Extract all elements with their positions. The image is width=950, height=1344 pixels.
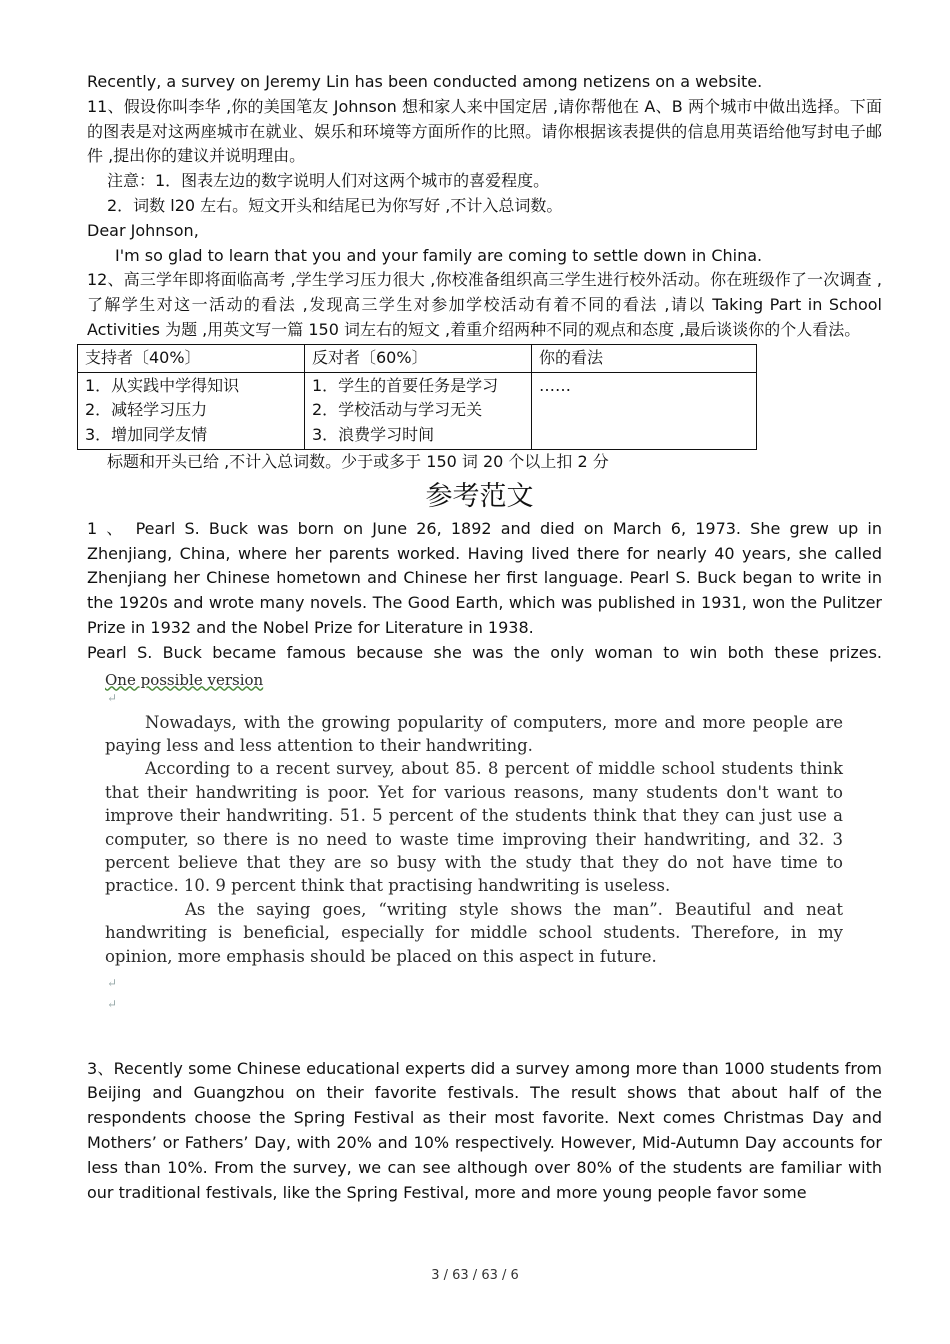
- scanned-sample-essay: [102, 671, 847, 1011]
- letter-opening: I'm so glad to learn that you and your family are coming to settle down in China.: [115, 245, 763, 265]
- supporter-point: 2．减轻学习压力: [85, 400, 208, 420]
- essay-paragraph: According to a recent survey, about 85. 8 percent of middle school students think that their handwriting is poor. Yet for various reasons, many students don't want to improve their handwriting. 51. 5 percent of the students think that they can just use a computer, so there is no need to waste time improving their handwriting, and 32. 3 percent believe that they are so busy with the study that they do not have time to practice. 10. 9 percent think that practising handwriting is useless.: [105, 759, 843, 896]
- essay-title: One possible version: [105, 670, 264, 689]
- answer-3: 3、Recently some Chinese educational experts did a survey among more than 1000 students from Beijing and Guangzhou on their favorite festivals. The result shows that about half of the respondents choose the Spring Festival as their most favorite. Next comes Christmas Day and Mothers’ or Fathers’ Day, with 20% and 10% respectively. However, Mid-Autumn Day accounts for less than 10%. From the survey, we can see although over 80% of the students are familiar with our traditional festivals, like the Spring Festival, more and more young people favor some: [87, 1058, 882, 1202]
- answer-1: 1 、 Pearl S. Buck was born on June 26, 1892 and died on March 6, 1973. She grew up in Zhenjiang, China, where her parents worked. Having lived there for nearly 40 years, she called Zhenjiang her Chinese hometown and Chinese her first language. Pearl S. Buck began to write in the 1920s and wrote many novels. The Good Earth, which was published in 1931, won the Pulitzer Prize in 1932 and the Nobel Prize for Literature in 1938.: [87, 518, 882, 637]
- task-11-note-2: 2．词数 l20 左右。短文开头和结尾已为你写好 ,不计入总词数。: [107, 195, 563, 215]
- paragraph-mark-icon: ↵: [107, 996, 118, 1011]
- letter-greeting: Dear Johnson,: [87, 220, 199, 240]
- opponent-point: 1．学生的首要任务是学习: [312, 375, 499, 395]
- essay-paragraph: As the saying goes, “writing style shows the man”. Beautiful and neat handwriting is beneficial, especially for middle school students. Therefore, in my opinion, more emphasis should be placed on this aspect in future.: [105, 899, 843, 966]
- essay-paragraph: Nowadays, with the growing popularity of computers, more and more people are paying less and less attention to their handwriting.: [105, 712, 843, 755]
- answer-1-conclusion: Pearl S. Buck became famous because she was the only woman to win both these prizes.: [87, 642, 882, 662]
- opinion-table: [77, 344, 757, 450]
- task-11-note-1: 注意：1．图表左边的数字说明人们对这两个城市的喜爱程度。: [107, 171, 550, 191]
- opponents-cell: [305, 372, 532, 449]
- task-11: 11、假设你叫李华 ,你的美国笔友 Johnson 想和家人来中国定居 ,请你帮他在 A、B 两个城市中做出选择。下面的图表是对这两座城市在就业、娱乐和环境等方面所作的比照。请你根据该表提供的信息用英语给他写封电子邮件 ,提出你的建议并说明理由。: [87, 96, 882, 166]
- paragraph-mark-icon: ↵: [107, 690, 118, 705]
- survey-sentence: Recently, a survey on Jeremy Lin has been conducted among netizens on a website.: [87, 72, 763, 91]
- table-header-opponents: 反对者〔60%〕: [305, 344, 532, 372]
- section-heading: 参考范文: [425, 480, 534, 512]
- supporters-cell: [78, 372, 305, 449]
- table-header-supporters: 支持者〔40%〕: [78, 344, 305, 372]
- supporter-point: 1．从实践中学得知识: [85, 375, 240, 395]
- table-note: 标题和开头已给 ,不计入总词数。少于或多于 150 词 20 个以上扣 2 分: [107, 451, 609, 471]
- supporter-point: 3．增加同学友情: [85, 425, 208, 445]
- paragraph-mark-icon: ↵: [107, 975, 118, 990]
- opponent-point: 2．学校活动与学习无关: [312, 400, 483, 420]
- your-view-cell: ……: [532, 372, 757, 449]
- table-header-your-view: 你的看法: [532, 344, 757, 372]
- page-number: 3 / 63 / 63 / 6: [431, 1268, 519, 1283]
- table-row: [78, 372, 757, 449]
- table-header-row: [78, 344, 757, 372]
- document-page: [77, 70, 882, 1205]
- opponent-point: 3．浪费学习时间: [312, 425, 435, 445]
- essay-body: [105, 711, 843, 968]
- task-12: 12、高三学年即将面临高考 ,学生学习压力很大 ,你校准备组织高三学生进行校外活动。你在班级作了一次调查 ,了解学生对这一活动的看法 ,发现高三学生对参加学校活动有着不同的看法 ,请以 Taking Part in School Activities 为题 ,用英文写一篇 150 词左右的短文 ,着重介绍两种不同的观点和态度 ,最后谈谈你的个人看法。: [87, 270, 882, 339]
